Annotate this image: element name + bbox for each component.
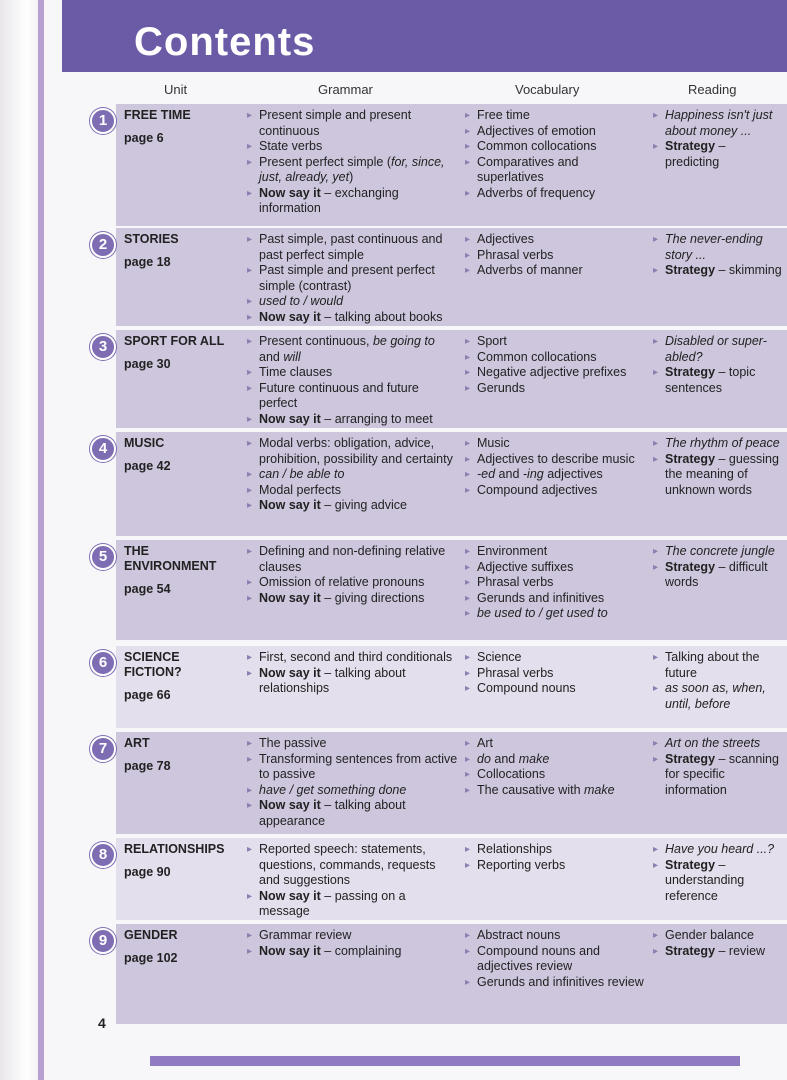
unit-grammar-list [246, 436, 458, 514]
grammar-item: ▸ Transforming sentences from active to passive [246, 752, 458, 783]
unit-reading-list [652, 334, 782, 396]
page-edge [0, 0, 38, 1080]
reading-item: ▸ Have you heard ...? [652, 842, 782, 858]
vocabulary-item: ▸ Adjectives [464, 232, 644, 248]
reading-item: ▸ Strategy – guessing the meaning of unknown words [652, 452, 782, 499]
vocabulary-item: ▸ Phrasal verbs [464, 666, 644, 682]
unit-number-badge: 5 [90, 544, 116, 570]
unit-vocabulary-list [464, 928, 644, 990]
reading-item: ▸ Strategy – topic sentences [652, 365, 782, 396]
unit-reading-list [652, 650, 782, 712]
unit-vocabulary-list [464, 334, 644, 396]
vocabulary-item: ▸ Phrasal verbs [464, 248, 644, 264]
column-header-grammar: Grammar [318, 82, 373, 97]
unit-page-link[interactable]: page 102 [124, 951, 178, 965]
grammar-item: ▸ Modal perfects [246, 483, 458, 499]
vocabulary-item: ▸ Common collocations [464, 350, 644, 366]
vocabulary-item: ▸ Common collocations [464, 139, 644, 155]
unit-page-link[interactable]: page 18 [124, 255, 171, 269]
unit-reading-list [652, 232, 782, 279]
vocabulary-item: ▸ Negative adjective prefixes [464, 365, 644, 381]
column-header-vocabulary: Vocabulary [515, 82, 580, 97]
vocabulary-item: ▸ Adverbs of manner [464, 263, 644, 279]
grammar-item: ▸ can / be able to [246, 467, 458, 483]
reading-item: ▸ The never-ending story ... [652, 232, 782, 263]
reading-item: ▸ Strategy – scanning for specific information [652, 752, 782, 799]
reading-item: ▸ Strategy – predicting [652, 139, 782, 170]
unit-page-link[interactable]: page 90 [124, 865, 171, 879]
grammar-item: ▸ Now say it – talking about appearance [246, 798, 458, 829]
grammar-item: ▸ Now say it – passing on a message [246, 889, 458, 920]
unit-page-link[interactable]: page 30 [124, 357, 171, 371]
vocabulary-item: ▸ Gerunds and infinitives [464, 591, 644, 607]
grammar-item: ▸ Present continuous, be going to and will [246, 334, 458, 365]
unit-page-link[interactable]: page 6 [124, 131, 164, 145]
unit-reading-list [652, 736, 782, 798]
unit-grammar-list [246, 928, 458, 959]
reading-item: ▸ Happiness isn't just about money ... [652, 108, 782, 139]
column-header-reading: Reading [688, 82, 737, 97]
reading-item: ▸ The rhythm of peace [652, 436, 782, 452]
unit-title[interactable]: STORIES [124, 232, 179, 246]
grammar-item: ▸ Past simple, past continuous and past perfect simple [246, 232, 458, 263]
grammar-item: ▸ Now say it – complaining [246, 944, 458, 960]
vocabulary-item: ▸ Science [464, 650, 644, 666]
unit-vocabulary-list [464, 544, 644, 622]
grammar-item: ▸ Present simple and present continuous [246, 108, 458, 139]
vocabulary-item: ▸ The causative with make [464, 783, 644, 799]
unit-grammar-list [246, 842, 458, 920]
unit-reading-list [652, 544, 782, 591]
vocabulary-item: ▸ Adjective suffixes [464, 560, 644, 576]
grammar-item: ▸ Now say it – giving advice [246, 498, 458, 514]
unit-vocabulary-list [464, 108, 644, 201]
unit-vocabulary-list [464, 650, 644, 697]
unit-number-badge: 3 [90, 334, 116, 360]
vocabulary-item: ▸ -ed and -ing adjectives [464, 467, 644, 483]
reading-item: ▸ as soon as, when, until, before [652, 681, 782, 712]
unit-title[interactable]: FREE TIME [124, 108, 191, 122]
grammar-item: ▸ Present perfect simple (for, since, just, already, yet) [246, 155, 458, 186]
grammar-item: ▸ have / get something done [246, 783, 458, 799]
vocabulary-item: ▸ Abstract nouns [464, 928, 644, 944]
unit-number-badge: 6 [90, 650, 116, 676]
unit-number-badge: 4 [90, 436, 116, 462]
vocabulary-item: ▸ Compound adjectives [464, 483, 644, 499]
page-title: Contents [134, 20, 316, 64]
reading-item: ▸ Gender balance [652, 928, 782, 944]
unit-title[interactable]: ART [124, 736, 150, 750]
vocabulary-item: ▸ Reporting verbs [464, 858, 644, 874]
reading-item: ▸ Strategy – skimming [652, 263, 782, 279]
reading-item: ▸ Disabled or super-abled? [652, 334, 782, 365]
grammar-item: ▸ Time clauses [246, 365, 458, 381]
vocabulary-item: ▸ Adjectives to describe music [464, 452, 644, 468]
unit-grammar-list [246, 232, 458, 325]
unit-title[interactable]: SPORT FOR ALL [124, 334, 225, 348]
vocabulary-item: ▸ Phrasal verbs [464, 575, 644, 591]
unit-grammar-list [246, 544, 458, 606]
vocabulary-item: ▸ Music [464, 436, 644, 452]
unit-grammar-list [246, 334, 458, 427]
unit-grammar-list [246, 736, 458, 829]
unit-title[interactable]: MUSIC [124, 436, 165, 450]
unit-page-link[interactable]: page 54 [124, 582, 171, 596]
vocabulary-item: ▸ be used to / get used to [464, 606, 644, 622]
grammar-item: ▸ The passive [246, 736, 458, 752]
unit-vocabulary-list [464, 232, 644, 279]
reading-item: ▸ Art on the streets [652, 736, 782, 752]
unit-vocabulary-list [464, 736, 644, 798]
reading-item: ▸ Talking about the future [652, 650, 782, 681]
column-header-unit: Unit [164, 82, 188, 97]
vocabulary-item: ▸ Collocations [464, 767, 644, 783]
grammar-item: ▸ State verbs [246, 139, 458, 155]
grammar-item: ▸ Future continuous and future perfect [246, 381, 458, 412]
grammar-item: ▸ First, second and third conditionals [246, 650, 458, 666]
vocabulary-item: ▸ do and make [464, 752, 644, 768]
unit-vocabulary-list [464, 436, 644, 498]
vocabulary-item: ▸ Environment [464, 544, 644, 560]
reading-item: ▸ Strategy – review [652, 944, 782, 960]
vocabulary-item: ▸ Relationships [464, 842, 644, 858]
unit-number-badge: 8 [90, 842, 116, 868]
grammar-item: ▸ Modal verbs: obligation, advice, prohibition, possibility and certainty [246, 436, 458, 467]
unit-reading-list [652, 842, 782, 904]
grammar-item: ▸ Now say it – talking about books [246, 310, 458, 326]
unit-number-badge: 9 [90, 928, 116, 954]
vocabulary-item: ▸ Art [464, 736, 644, 752]
vocabulary-item: ▸ Gerunds and infinitives review [464, 975, 644, 991]
unit-number-badge: 2 [90, 232, 116, 258]
unit-reading-list [652, 108, 782, 170]
vocabulary-item: ▸ Compound nouns [464, 681, 644, 697]
grammar-item: ▸ Grammar review [246, 928, 458, 944]
grammar-item: ▸ used to / would [246, 294, 458, 310]
grammar-item: ▸ Defining and non-defining relative clauses [246, 544, 458, 575]
unit-page-link[interactable]: page 66 [124, 688, 171, 702]
unit-reading-list [652, 436, 782, 498]
vocabulary-item: ▸ Adjectives of emotion [464, 124, 644, 140]
vocabulary-item: ▸ Adverbs of frequency [464, 186, 644, 202]
grammar-item: ▸ Past simple and present perfect simple (contrast) [246, 263, 458, 294]
grammar-item: ▸ Now say it – exchanging information [246, 186, 458, 217]
unit-grammar-list [246, 650, 458, 697]
unit-title[interactable]: RELATIONSHIPS [124, 842, 225, 856]
vocabulary-item: ▸ Compound nouns and adjectives review [464, 944, 644, 975]
reading-item: ▸ Strategy – difficult words [652, 560, 782, 591]
vocabulary-item: ▸ Gerunds [464, 381, 644, 397]
grammar-item: ▸ Now say it – arranging to meet [246, 412, 458, 428]
reading-item: ▸ The concrete jungle [652, 544, 782, 560]
unit-vocabulary-list [464, 842, 644, 873]
vocabulary-item: ▸ Sport [464, 334, 644, 350]
vocabulary-item: ▸ Free time [464, 108, 644, 124]
unit-title[interactable]: SCIENCE FICTION? [124, 650, 182, 679]
unit-page-link[interactable]: page 78 [124, 759, 171, 773]
reading-item: ▸ Strategy – understanding reference [652, 858, 782, 905]
unit-number-badge: 1 [90, 108, 116, 134]
page-number: 4 [98, 1015, 106, 1031]
footer-bar [150, 1056, 740, 1066]
unit-number-badge: 7 [90, 736, 116, 762]
grammar-item: ▸ Now say it – talking about relationships [246, 666, 458, 697]
unit-title[interactable]: GENDER [124, 928, 178, 942]
unit-grammar-list [246, 108, 458, 217]
unit-reading-list [652, 928, 782, 959]
unit-title[interactable]: THE ENVIRONMENT [124, 544, 217, 573]
grammar-item: ▸ Now say it – giving directions [246, 591, 458, 607]
unit-page-link[interactable]: page 42 [124, 459, 171, 473]
grammar-item: ▸ Omission of relative pronouns [246, 575, 458, 591]
grammar-item: ▸ Reported speech: statements, questions, commands, requests and suggestions [246, 842, 458, 889]
vocabulary-item: ▸ Comparatives and superlatives [464, 155, 644, 186]
